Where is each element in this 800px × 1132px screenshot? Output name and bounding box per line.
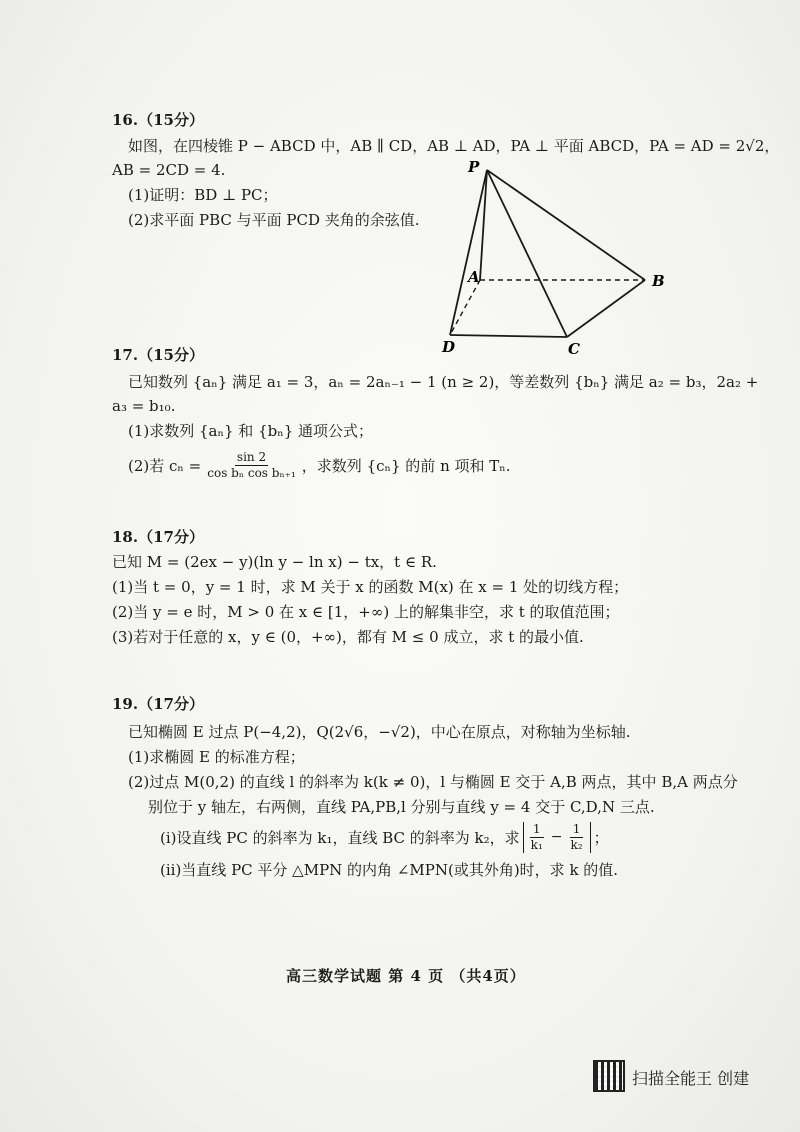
label-D: D (442, 338, 456, 356)
pyramid-figure (430, 150, 690, 360)
q17-part2-prefix: (2)若 cₙ = (128, 456, 202, 475)
q16-part2: (2)求平面 PBC 与平面 PCD 夹角的余弦值. (128, 211, 420, 229)
q19-part2-line2: 别位于 y 轴左，右两侧，直线 PA,PB,l 分别与直线 y = 4 交于 C,D,N 三点. (148, 798, 655, 816)
q17-fraction (205, 450, 298, 481)
q16-statement-line2: AB = 2CD = 4. (112, 161, 226, 179)
q17-fraction-numerator: sin 2 (236, 450, 267, 464)
q19-sub-i (160, 822, 609, 853)
q19-sub-i-suffix: ； (593, 828, 609, 847)
q19-frac1-den: k₁ (530, 838, 543, 852)
q17-part2-suffix: ，求数列 {cₙ} 的前 n 项和 Tₙ. (301, 456, 511, 475)
q17-statement-line2: a₃ = b₁₀. (112, 397, 176, 415)
q19-title: 19.（17分） (112, 695, 204, 713)
q17-part2 (128, 450, 511, 481)
q17-part1: (1)求数列 {aₙ} 和 {bₙ} 通项公式； (128, 422, 374, 440)
edge-PB (487, 170, 645, 280)
page-footer: 高三数学试题 第 4 页 （共4页） (286, 967, 526, 985)
q19-part2-line1: (2)过点 M(0,2) 的直线 l 的斜率为 k(k ≠ 0)，l 与椭圆 E 交于 A,B 两点，其中 B,A 两点分 (128, 773, 738, 791)
q18-part2: (2)当 y = e 时，M > 0 在 x ∈ [1，+∞) 上的解集非空，求 t 的取值范围； (112, 603, 620, 621)
q19-sub-ii: (ii)当直线 PC 平分 △MPN 的内角 ∠MPN(或其外角)时，求 k 的值. (160, 861, 619, 879)
q16-part1: (1)证明：BD ⊥ PC； (128, 186, 278, 204)
q19-minus: − (550, 829, 563, 845)
q19-frac2 (568, 822, 586, 853)
q18-title: 18.（17分） (112, 528, 204, 546)
q19-frac1-num: 1 (530, 822, 544, 838)
label-C: C (568, 340, 580, 358)
edge-PC (487, 170, 567, 337)
label-P: P (468, 158, 480, 176)
q19-sub-i-prefix: (i)设直线 PC 的斜率为 k₁，直线 BC 的斜率为 k₂，求 (160, 828, 520, 847)
q18-statement: 已知 M = (2ex − y)(ln y − ln x) − tx，t ∈ R. (112, 553, 437, 571)
q19-part1: (1)求椭圆 E 的标准方程； (128, 748, 305, 766)
edge-AD-hidden (450, 280, 480, 335)
q17-fraction-denominator: cos bₙ cos bₙ₊₁ (207, 466, 296, 480)
q19-frac1 (528, 822, 546, 853)
q19-frac2-den: k₂ (570, 838, 583, 852)
label-A: A (468, 268, 480, 286)
q18-part1: (1)当 t = 0，y = 1 时，求 M 关于 x 的函数 M(x) 在 x = 1 处的切线方程； (112, 578, 629, 596)
q18-part3: (3)若对于任意的 x，y ∈ (0，+∞)，都有 M ≤ 0 成立，求 t 的最小值. (112, 628, 584, 646)
scanner-watermark-label: 扫描全能王 创建 (632, 1069, 750, 1088)
edge-CB (567, 280, 645, 337)
qr-code-icon (593, 1060, 625, 1092)
edge-DC (450, 335, 567, 337)
q16-statement-line1: 如图，在四棱锥 P − ABCD 中，AB ∥ CD，AB ⊥ AD，PA ⊥ 平面 ABCD，PA = AD = 2√2， (128, 137, 780, 155)
q19-abs-expression (523, 822, 591, 853)
q16-title: 16.（15分） (112, 111, 204, 129)
q17-title: 17.（15分） (112, 346, 204, 364)
q19-statement: 已知椭圆 E 过点 P(−4,2)，Q(2√6，−√2)，中心在原点，对称轴为坐标轴. (128, 723, 631, 741)
q19-frac2-num: 1 (570, 822, 584, 838)
q17-statement-line1: 已知数列 {aₙ} 满足 a₁ = 3，aₙ = 2aₙ₋₁ − 1 (n ≥ 2)，等差数列 {bₙ} 满足 a₂ = b₃，2a₂ + (128, 373, 759, 391)
label-B: B (652, 272, 665, 290)
